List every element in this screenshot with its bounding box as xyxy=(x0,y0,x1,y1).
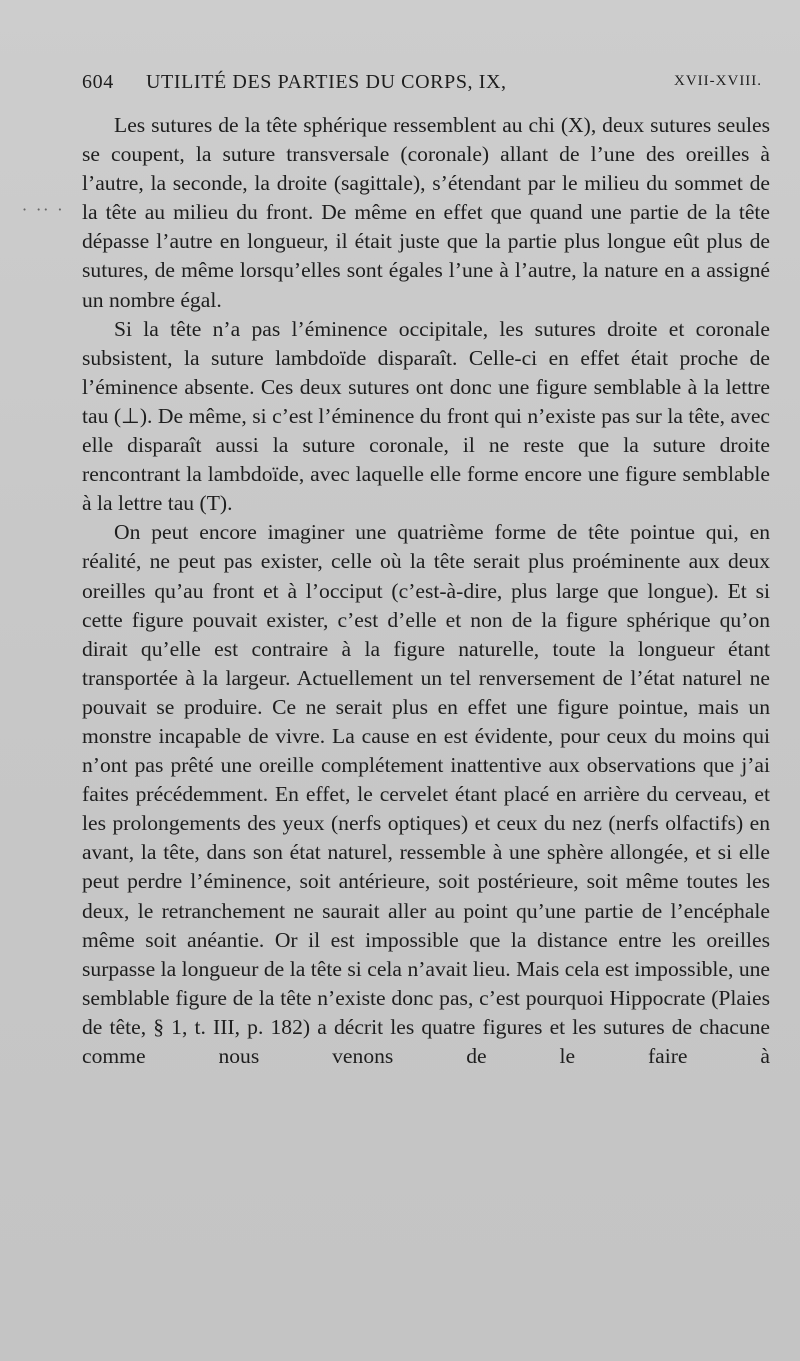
page-number: 604 xyxy=(82,71,114,93)
body-text xyxy=(82,111,770,1071)
chapter-range: XVII-XVIII. xyxy=(674,73,763,89)
paragraph: On peut encore imaginer une quatrième forme de tête pointue qui, en réalité, ne peut pas exister, celle où la tête serait plus proéminente aux deux oreilles qu’au front et à l’occiput (c’est-à-dire, plus large que longue). Et si cette figure pouvait exister, c’est d’elle et non de la figure sphérique qu’on dirait qu’elle est contraire à la figure naturelle, toute la longueur étant transportée à la largeur. Actuellement un tel renversement de l’état naturel ne pouvait se produire. Ce ne serait plus en effet une figure pointue, mais un monstre incapable de vivre. La cause en est évidente, pour ceux du moins qui n’ont pas prêté une oreille complétement inattentive aux observations que j’ai faites précédemment. En effet, le cervelet étant placé en arrière du cerveau, et les prolongements des yeux (nerfs optiques) et ceux du nez (nerfs olfactifs) en avant, la tête, dans son état naturel, ressemble à une sphère allongée, et si elle peut perdre l’éminence, soit antérieure, soit postérieure, soit même toutes les deux, le retranchement ne saurait aller au point qu’une partie de l’encéphale même soit anéantie. Or il est impossible que la distance entre les oreilles surpasse la longueur de la tête si cela n’avait lieu. Mais cela est impossible, une semblable figure de la tête n’existe donc pas, c’est pourquoi Hippocrate (Plaies de tête, § 1, t. III, p. 182) a décrit les quatre figures et les sutures de chacune comme nous venons de le faire à xyxy=(82,520,770,1068)
running-title: UTILITÉ DES PARTIES DU CORPS, IX, xyxy=(146,71,507,93)
running-header xyxy=(82,71,772,101)
paragraph: Les sutures de la tête sphérique ressemblent au chi (X), deux sutures seules se coupent, la suture transversale (coronale) allant de l’une des oreilles à l’autre, la seconde, la droite (sagittale), s’étendant par le milieu du sommet de la tête au milieu du front. De même en effet que quand une partie de la tête dépasse l’autre en longueur, il était juste que la partie plus longue eût plus de sutures, de même lorsqu’elles sont égales l’une à l’autre, la nature en a assigné un nombre égal. xyxy=(82,113,770,312)
margin-mark: · ·· · xyxy=(22,200,65,219)
paragraph: Si la tête n’a pas l’éminence occipitale, les sutures droite et coronale subsistent, la suture lambdoïde disparaît. Celle-ci en effet était proche de l’éminence absente. Ces deux sutures ont donc une figure semblable à la lettre tau (⊥). De même, si c’est l’éminence du front qui n’existe pas sur la tête, avec elle disparaît aussi la suture coronale, il ne reste que la suture droite rencontrant la lambdoïde, avec laquelle elle forme encore une figure semblable à la lettre tau (T). xyxy=(82,316,770,516)
